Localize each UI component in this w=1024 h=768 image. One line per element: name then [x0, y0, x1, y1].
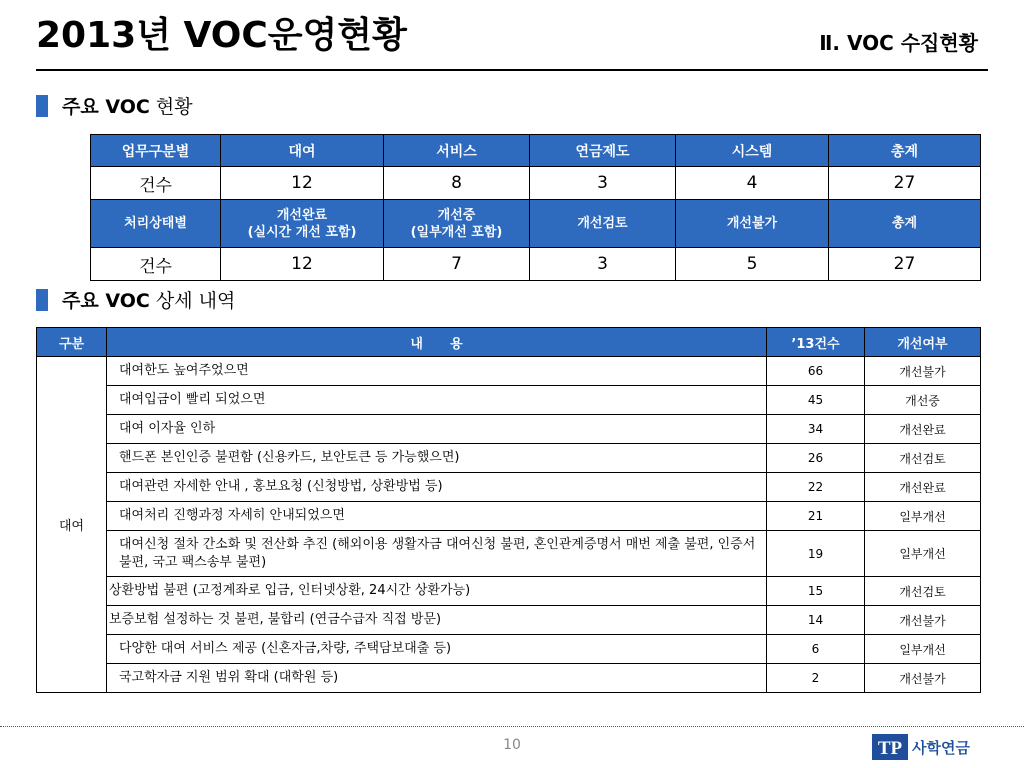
status-count-row — [91, 248, 981, 281]
section-label: Ⅱ. VOC 수집현황 — [819, 31, 978, 55]
summary-count-row — [91, 167, 981, 200]
summary-cell: 3 — [530, 248, 676, 281]
summary-header-cell: 서비스 — [384, 135, 530, 167]
status-header-cell — [221, 200, 384, 248]
table-row — [37, 502, 981, 531]
summary-header-cell: 대여 — [221, 135, 384, 167]
content-cell: 핸드폰 본인인증 불편함 (신용카드, 보안토큰 등 가능했으면) — [107, 444, 767, 473]
content-cell: 국고학자금 지원 범위 확대 (대학원 등) — [107, 664, 767, 693]
status-header-cell — [676, 200, 829, 248]
status-header-cell — [530, 200, 676, 248]
table-row — [37, 606, 981, 635]
table-row — [37, 531, 981, 577]
brand-logo — [872, 734, 970, 764]
status-header-line: 개선중 — [437, 207, 476, 223]
detail-table — [36, 327, 981, 693]
page-title: 2013년 VOC운영현황 — [36, 15, 407, 56]
summary-cell: 12 — [221, 248, 384, 281]
detail-header-row — [37, 328, 981, 357]
summary-cell: 건수 — [91, 248, 221, 281]
summary-table — [90, 134, 981, 281]
status-header-line: 개선불가 — [726, 216, 778, 231]
status-cell: 일부개선 — [865, 635, 981, 664]
content-cell: 대여한도 높여주었으면 — [107, 357, 767, 386]
category-cell: 대여 — [37, 357, 107, 693]
summary-cell: 8 — [384, 167, 530, 200]
count-cell: 22 — [767, 473, 865, 502]
summary-cell: 12 — [221, 167, 384, 200]
detail-header-category: 구분 — [37, 328, 107, 357]
table-row — [37, 357, 981, 386]
summary-cell: 5 — [676, 248, 829, 281]
content-cell: 다양한 대여 서비스 제공 (신혼자금,차량, 주택담보대출 등) — [107, 635, 767, 664]
table-row — [37, 415, 981, 444]
status-header-subline: (일부개선 포함) — [410, 224, 503, 240]
status-header-line: 개선완료 — [276, 207, 328, 223]
status-header-cell — [829, 200, 981, 248]
summary-header-cell: 시스템 — [676, 135, 829, 167]
summary-header-cell: 업무구분별 — [91, 135, 221, 167]
status-cell: 개선검토 — [865, 444, 981, 473]
status-cell: 개선불가 — [865, 664, 981, 693]
count-cell: 14 — [767, 606, 865, 635]
section-heading-bold: 주요 VOC — [62, 290, 150, 312]
count-cell: 34 — [767, 415, 865, 444]
status-header-line: 개선검토 — [577, 216, 628, 231]
status-cell: 일부개선 — [865, 531, 981, 577]
content-cell: 대여 이자율 인하 — [107, 415, 767, 444]
status-cell: 개선완료 — [865, 415, 981, 444]
count-cell: 45 — [767, 386, 865, 415]
summary-cell: 27 — [829, 248, 981, 281]
section-heading-rest: 현황 — [149, 96, 193, 118]
detail-header-status: 개선여부 — [865, 328, 981, 357]
status-header-row — [91, 200, 981, 248]
content-cell: 보증보험 설정하는 것 불편, 불합리 (연금수급자 직접 방문) — [107, 606, 767, 635]
tp-logo-icon — [872, 734, 908, 760]
table-row — [37, 577, 981, 606]
status-cell: 일부개선 — [865, 502, 981, 531]
page-number: 10 — [503, 737, 521, 753]
status-header-cell — [91, 200, 221, 248]
count-cell: 15 — [767, 577, 865, 606]
title-divider — [36, 69, 988, 71]
content-cell: 대여처리 진행과정 자세히 안내되었으면 — [107, 502, 767, 531]
content-cell: 상환방법 불편 (고정계좌로 입금, 인터넷상환, 24시간 상환가능) — [107, 577, 767, 606]
content-cell: 대여입금이 빨리 되었으면 — [107, 386, 767, 415]
count-cell: 66 — [767, 357, 865, 386]
detail-header-count: ’13건수 — [767, 328, 865, 357]
section-heading-summary — [36, 94, 193, 120]
summary-header-cell: 총계 — [829, 135, 981, 167]
count-cell: 26 — [767, 444, 865, 473]
status-header-cell — [384, 200, 530, 248]
table-row — [37, 635, 981, 664]
logo-mark-text: TP — [877, 738, 903, 759]
status-cell: 개선불가 — [865, 357, 981, 386]
summary-cell: 3 — [530, 167, 676, 200]
table-row — [37, 444, 981, 473]
count-cell: 6 — [767, 635, 865, 664]
status-cell: 개선중 — [865, 386, 981, 415]
summary-cell: 27 — [829, 167, 981, 200]
status-cell: 개선완료 — [865, 473, 981, 502]
section-heading-detail — [36, 288, 235, 314]
status-header-line: 총계 — [891, 216, 918, 231]
section-heading-rest: 상세 내역 — [149, 290, 236, 312]
summary-cell: 7 — [384, 248, 530, 281]
summary-header-row — [91, 135, 981, 167]
square-bullet-icon — [36, 289, 48, 311]
content-cell: 대여신청 절차 간소화 및 전산화 추진 (해외이용 생활자금 대여신청 불편, 혼인관계증명서 매번 제출 불편, 인증서 불편, 국고 팩스송부 불편) — [107, 531, 767, 577]
summary-header-cell: 연금제도 — [530, 135, 676, 167]
square-bullet-icon — [36, 95, 48, 117]
summary-cell: 건수 — [91, 167, 221, 200]
detail-header-content: 내 용 — [107, 328, 767, 357]
status-header-subline: (실시간 개선 포함) — [247, 224, 357, 240]
table-row — [37, 664, 981, 693]
footer-divider — [0, 726, 1024, 727]
brand-name: 사학연금 — [912, 738, 970, 757]
status-header-line: 처리상태별 — [124, 216, 187, 231]
count-cell: 19 — [767, 531, 865, 577]
table-row — [37, 386, 981, 415]
section-heading-bold: 주요 VOC — [62, 96, 150, 118]
count-cell: 21 — [767, 502, 865, 531]
status-cell: 개선검토 — [865, 577, 981, 606]
summary-cell: 4 — [676, 167, 829, 200]
table-row — [37, 473, 981, 502]
status-cell: 개선불가 — [865, 606, 981, 635]
content-cell: 대여관련 자세한 안내 , 홍보요청 (신청방법, 상환방법 등) — [107, 473, 767, 502]
count-cell: 2 — [767, 664, 865, 693]
